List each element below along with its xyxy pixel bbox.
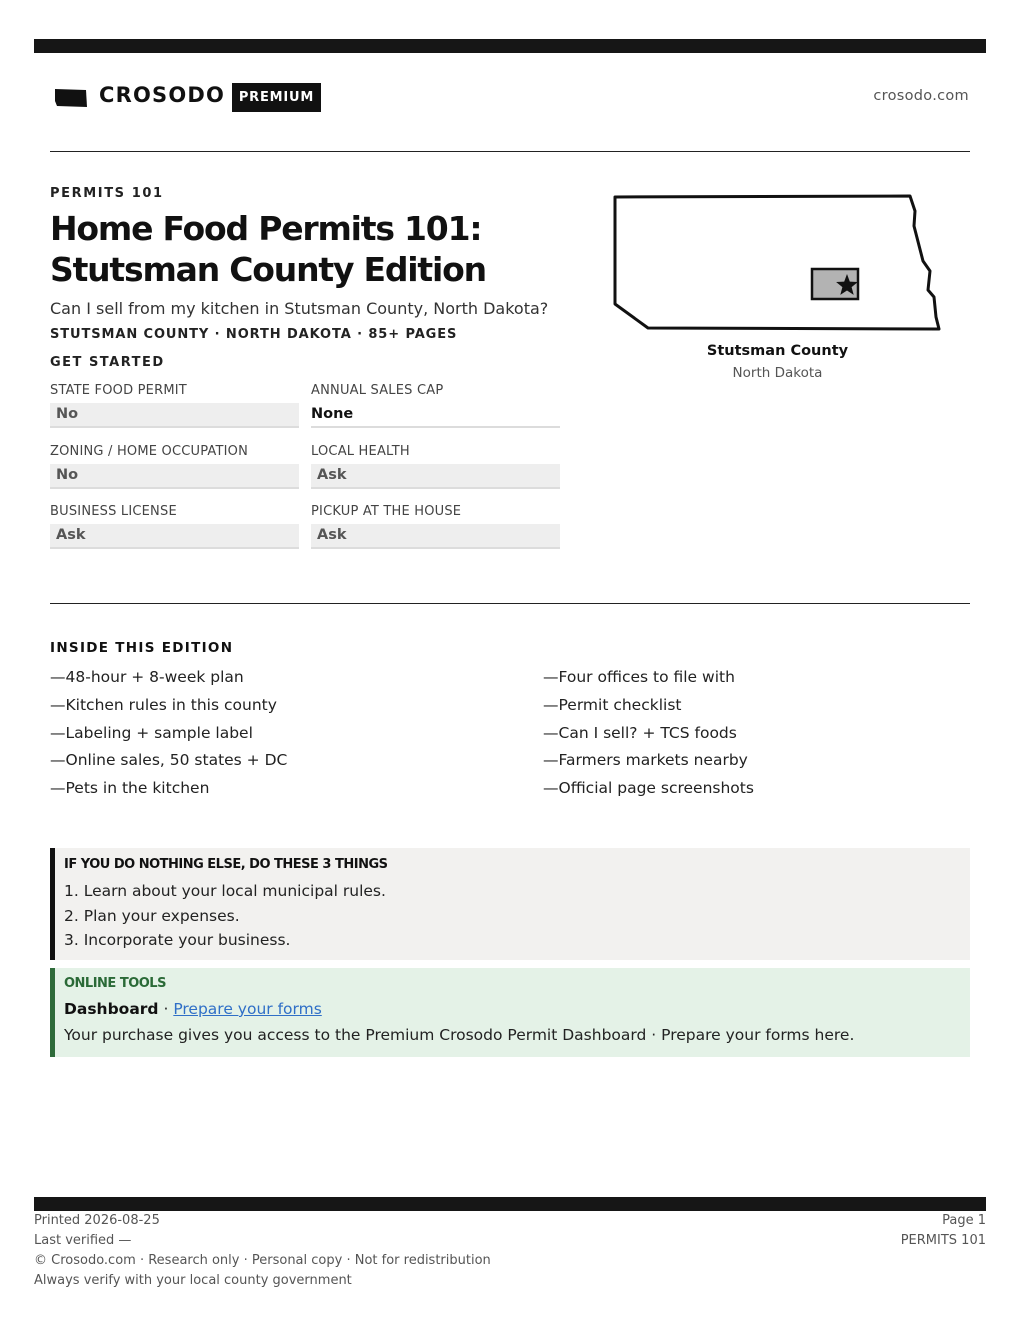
fact-annual-sales-cap bbox=[311, 381, 560, 428]
fact-value: None bbox=[311, 403, 560, 428]
crosodo-logo-icon bbox=[54, 88, 88, 108]
list-item: —Four offices to file with bbox=[543, 668, 735, 686]
state-map bbox=[612, 193, 944, 333]
todo-list bbox=[64, 879, 386, 953]
section-divider bbox=[50, 603, 970, 604]
fact-value: Ask bbox=[311, 524, 560, 549]
online-tools-callout bbox=[50, 968, 970, 1057]
title-line-2: Stutsman County Edition bbox=[50, 250, 486, 289]
list-item: —48-hour + 8-week plan bbox=[50, 668, 244, 686]
fact-label: BUSINESS LICENSE bbox=[50, 504, 177, 519]
site-url[interactable]: crosodo.com bbox=[873, 88, 969, 104]
title-line-1: Home Food Permits 101: bbox=[50, 209, 482, 248]
footer-left bbox=[34, 1211, 491, 1291]
list-item: —Can I sell? + TCS foods bbox=[543, 723, 737, 742]
premium-badge: PREMIUM bbox=[232, 83, 321, 112]
fact-pickup-at-house bbox=[311, 502, 560, 549]
kicker: PERMITS 101 bbox=[50, 186, 164, 201]
fact-business-license bbox=[50, 502, 299, 549]
fact-value: Ask bbox=[50, 524, 299, 549]
page-number: Page 1 bbox=[942, 1213, 986, 1228]
disclaimer: Always verify with your local county government bbox=[34, 1273, 352, 1288]
tools-links bbox=[64, 1000, 322, 1018]
list-item: —Pets in the kitchen bbox=[50, 779, 210, 798]
dashboard-label: Dashboard bbox=[64, 1000, 159, 1018]
map-county-label: Stutsman County bbox=[706, 343, 849, 359]
top-rule-bar bbox=[34, 39, 986, 53]
inside-list-right bbox=[543, 664, 754, 803]
list-item: —Official page screenshots bbox=[543, 779, 754, 798]
fact-label: LOCAL HEALTH bbox=[311, 444, 410, 459]
fact-value: Ask bbox=[311, 464, 560, 489]
list-item: 3. Incorporate your business. bbox=[64, 931, 291, 949]
list-item: —Labeling + sample label bbox=[50, 723, 253, 742]
list-item: —Kitchen rules in this county bbox=[50, 695, 277, 714]
tools-description: Your purchase gives you access to the Premium Crosodo Permit Dashboard · Prepare your forms here. bbox=[64, 1026, 855, 1044]
fact-label: STATE FOOD PERMIT bbox=[50, 383, 187, 398]
list-item: 1. Learn about your local municipal rules. bbox=[64, 882, 386, 900]
page-title bbox=[50, 208, 590, 290]
get-started-heading: GET STARTED bbox=[50, 355, 165, 370]
fact-zoning bbox=[50, 442, 299, 489]
todo-heading: IF YOU DO NOTHING ELSE, DO THESE 3 THINGS bbox=[64, 857, 388, 872]
todo-callout bbox=[50, 848, 970, 960]
list-item: —Farmers markets nearby bbox=[543, 751, 748, 770]
inside-list-left bbox=[50, 664, 287, 803]
fact-state-food-permit bbox=[50, 381, 299, 428]
state-outline bbox=[615, 196, 939, 329]
fact-value: No bbox=[50, 403, 299, 428]
copyright: © Crosodo.com · Research only · Personal copy · Not for redistribution bbox=[34, 1253, 491, 1268]
separator: · bbox=[158, 1000, 174, 1018]
footer-right bbox=[901, 1211, 986, 1251]
fact-label: PICKUP AT THE HOUSE bbox=[311, 504, 462, 519]
brand-name: CROSODO bbox=[99, 83, 226, 107]
last-verified: Last verified — bbox=[34, 1233, 132, 1248]
fact-label: ZONING / HOME OCCUPATION bbox=[50, 444, 249, 459]
fact-local-health bbox=[311, 442, 560, 489]
edition-meta: STUTSMAN COUNTY · NORTH DAKOTA · 85+ PAGES bbox=[50, 327, 458, 342]
map-state-label: North Dakota bbox=[732, 365, 823, 381]
header-divider bbox=[50, 151, 970, 152]
list-item: 2. Plan your expenses. bbox=[64, 906, 240, 925]
list-item: —Online sales, 50 states + DC bbox=[50, 751, 288, 770]
subtitle: Can I sell from my kitchen in Stutsman County, North Dakota? bbox=[50, 299, 549, 318]
list-item: —Permit checklist bbox=[543, 695, 682, 714]
fact-label: ANNUAL SALES CAP bbox=[311, 383, 444, 398]
footer-section: PERMITS 101 bbox=[900, 1233, 986, 1248]
tools-heading: ONLINE TOOLS bbox=[64, 976, 166, 991]
printed-date: Printed 2026-08-25 bbox=[34, 1213, 160, 1228]
fact-value: No bbox=[50, 464, 299, 489]
footer-rule-bar bbox=[34, 1197, 986, 1211]
inside-heading: INSIDE THIS EDITION bbox=[50, 640, 234, 656]
prepare-forms-link[interactable]: Prepare your forms bbox=[173, 1000, 322, 1018]
